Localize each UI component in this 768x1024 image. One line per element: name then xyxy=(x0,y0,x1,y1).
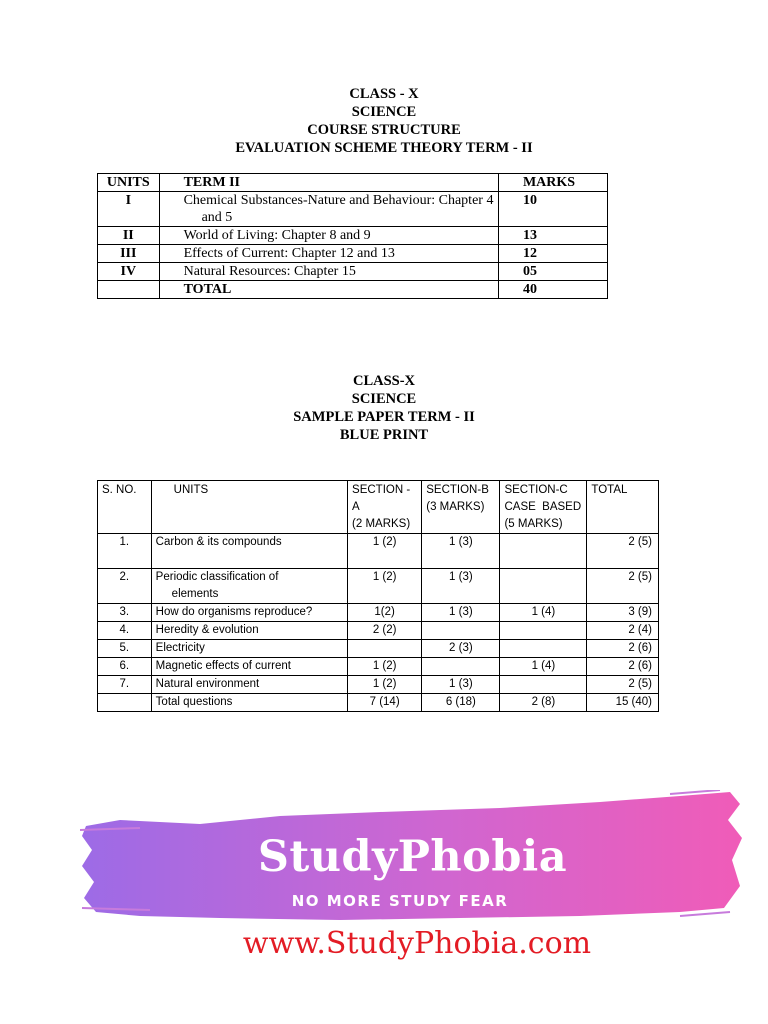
total-cell: 2 (5) xyxy=(587,569,659,604)
marks-cell: 12 xyxy=(498,245,607,263)
class-title: CLASS - X xyxy=(349,86,419,102)
total-row xyxy=(98,694,659,712)
unit-cell: II xyxy=(98,227,160,245)
total-row xyxy=(98,281,608,299)
marks-cell: 10 xyxy=(498,192,607,227)
section-b-cell: 2 (3) xyxy=(422,640,500,658)
unit-cell xyxy=(151,569,347,604)
section-b-cell: 1 (3) xyxy=(422,604,500,622)
section-b-marks: (3 MARKS) xyxy=(426,501,485,513)
section-a-cell: 1 (2) xyxy=(348,676,422,694)
unit-cell: How do organisms reproduce? xyxy=(151,604,347,622)
brand-tagline: NO MORE STUDY FEAR xyxy=(291,892,509,910)
table-row xyxy=(98,192,608,227)
total-cell: 3 (9) xyxy=(587,604,659,622)
unit-cell: III xyxy=(98,245,160,263)
units-header: UNITS xyxy=(98,174,160,192)
section-c-header xyxy=(500,481,587,534)
section-c-marks: (5 MARKS) xyxy=(504,518,563,530)
section-a-label: SECTION -A xyxy=(352,484,411,513)
grand-total: 15 (40) xyxy=(587,694,659,712)
unit-cell: I xyxy=(98,192,160,227)
section-a-cell: 1(2) xyxy=(348,604,422,622)
section-b-cell: 1 (3) xyxy=(422,534,500,569)
units-header: UNITS xyxy=(151,481,347,534)
evaluation-scheme-title: EVALUATION SCHEME THEORY TERM - II xyxy=(235,140,533,156)
total-cell: 2 (6) xyxy=(587,640,659,658)
table-row xyxy=(98,263,608,281)
topic-line-continued: and 5 xyxy=(201,210,233,225)
topic-cell: Effects of Current: Chapter 12 and 13 xyxy=(159,245,498,263)
subject-title: SCIENCE xyxy=(351,391,417,407)
unit-cell xyxy=(98,281,160,299)
marks-cell: 13 xyxy=(498,227,607,245)
brand-logo-text: StudyPhobia xyxy=(257,832,568,882)
total-cell: 2 (5) xyxy=(587,534,659,569)
marks-cell: 05 xyxy=(498,263,607,281)
section-a-total: 7 (14) xyxy=(348,694,422,712)
topic-cell: World of Living: Chapter 8 and 9 xyxy=(159,227,498,245)
section-a-cell: 2 (2) xyxy=(348,622,422,640)
section-a-cell: 1 (2) xyxy=(348,569,422,604)
table-header-row xyxy=(98,481,659,534)
section-b-cell xyxy=(422,658,500,676)
table-row xyxy=(98,622,659,640)
term-header: TERM II xyxy=(159,174,498,192)
sno-cell: 3. xyxy=(98,604,152,622)
blue-print-table xyxy=(97,480,659,712)
section-b-label: SECTION-B xyxy=(426,484,489,496)
blue-print-title: BLUE PRINT xyxy=(339,427,429,443)
section-c-cell: 1 (4) xyxy=(500,604,587,622)
unit-cell: IV xyxy=(98,263,160,281)
sno-cell xyxy=(98,694,152,712)
total-cell: 2 (4) xyxy=(587,622,659,640)
table-row xyxy=(98,227,608,245)
section-b-cell: 1 (3) xyxy=(422,676,500,694)
table-row xyxy=(98,534,659,569)
section-a-marks: (2 MARKS) xyxy=(352,518,411,530)
section-c-type: CASE BASED xyxy=(504,501,582,513)
total-cell: 2 (5) xyxy=(587,676,659,694)
section-c-total: 2 (8) xyxy=(500,694,587,712)
section1-heading xyxy=(0,85,768,157)
unit-cell: Carbon & its compounds xyxy=(151,534,347,569)
section-c-cell xyxy=(500,640,587,658)
section-b-total: 6 (18) xyxy=(422,694,500,712)
section-c-label: SECTION-C xyxy=(504,484,568,496)
sno-cell: 7. xyxy=(98,676,152,694)
section-c-cell: 1 (4) xyxy=(500,658,587,676)
table-row xyxy=(98,676,659,694)
unit-cell: Natural environment xyxy=(151,676,347,694)
section-c-cell xyxy=(500,676,587,694)
table-header-row xyxy=(98,174,608,192)
section2-heading xyxy=(0,372,768,444)
unit-cell: Magnetic effects of current xyxy=(151,658,347,676)
sno-cell: 2. xyxy=(98,569,152,604)
unit-line: Periodic classification of xyxy=(155,571,279,583)
course-structure-table xyxy=(97,173,608,299)
section-a-cell xyxy=(348,640,422,658)
course-structure-title: COURSE STRUCTURE xyxy=(307,122,461,138)
table-row xyxy=(98,604,659,622)
subject-title: SCIENCE xyxy=(351,104,417,120)
sno-cell: 6. xyxy=(98,658,152,676)
sno-header: S. NO. xyxy=(98,481,152,534)
section-a-header xyxy=(348,481,422,534)
section-b-cell: 1 (3) xyxy=(422,569,500,604)
unit-cell: Heredity & evolution xyxy=(151,622,347,640)
section-a-cell: 1 (2) xyxy=(348,658,422,676)
sample-paper-title: SAMPLE PAPER TERM - II xyxy=(293,409,475,425)
section-b-header xyxy=(422,481,500,534)
brand-website-link[interactable]: www.StudyPhobia.com xyxy=(242,926,592,961)
table-row xyxy=(98,658,659,676)
table-row xyxy=(98,640,659,658)
sno-cell: 1. xyxy=(98,534,152,569)
topic-line: Chemical Substances-Nature and Behaviour: Chapter 4 xyxy=(183,193,494,208)
section-b-cell xyxy=(422,622,500,640)
sno-cell: 4. xyxy=(98,622,152,640)
topic-cell xyxy=(159,192,498,227)
section-c-cell xyxy=(500,622,587,640)
total-cell: 2 (6) xyxy=(587,658,659,676)
unit-line-continued: elements xyxy=(171,588,219,600)
sno-cell: 5. xyxy=(98,640,152,658)
marks-header: MARKS xyxy=(498,174,607,192)
table-row xyxy=(98,245,608,263)
class-title: CLASS-X xyxy=(352,373,416,389)
total-marks: 40 xyxy=(498,281,607,299)
total-label: Total questions xyxy=(151,694,347,712)
total-header: TOTAL xyxy=(587,481,659,534)
section-c-cell xyxy=(500,534,587,569)
table-row xyxy=(98,569,659,604)
unit-cell: Electricity xyxy=(151,640,347,658)
total-label: TOTAL xyxy=(159,281,498,299)
topic-cell: Natural Resources: Chapter 15 xyxy=(159,263,498,281)
section-a-cell: 1 (2) xyxy=(348,534,422,569)
section-c-cell xyxy=(500,569,587,604)
